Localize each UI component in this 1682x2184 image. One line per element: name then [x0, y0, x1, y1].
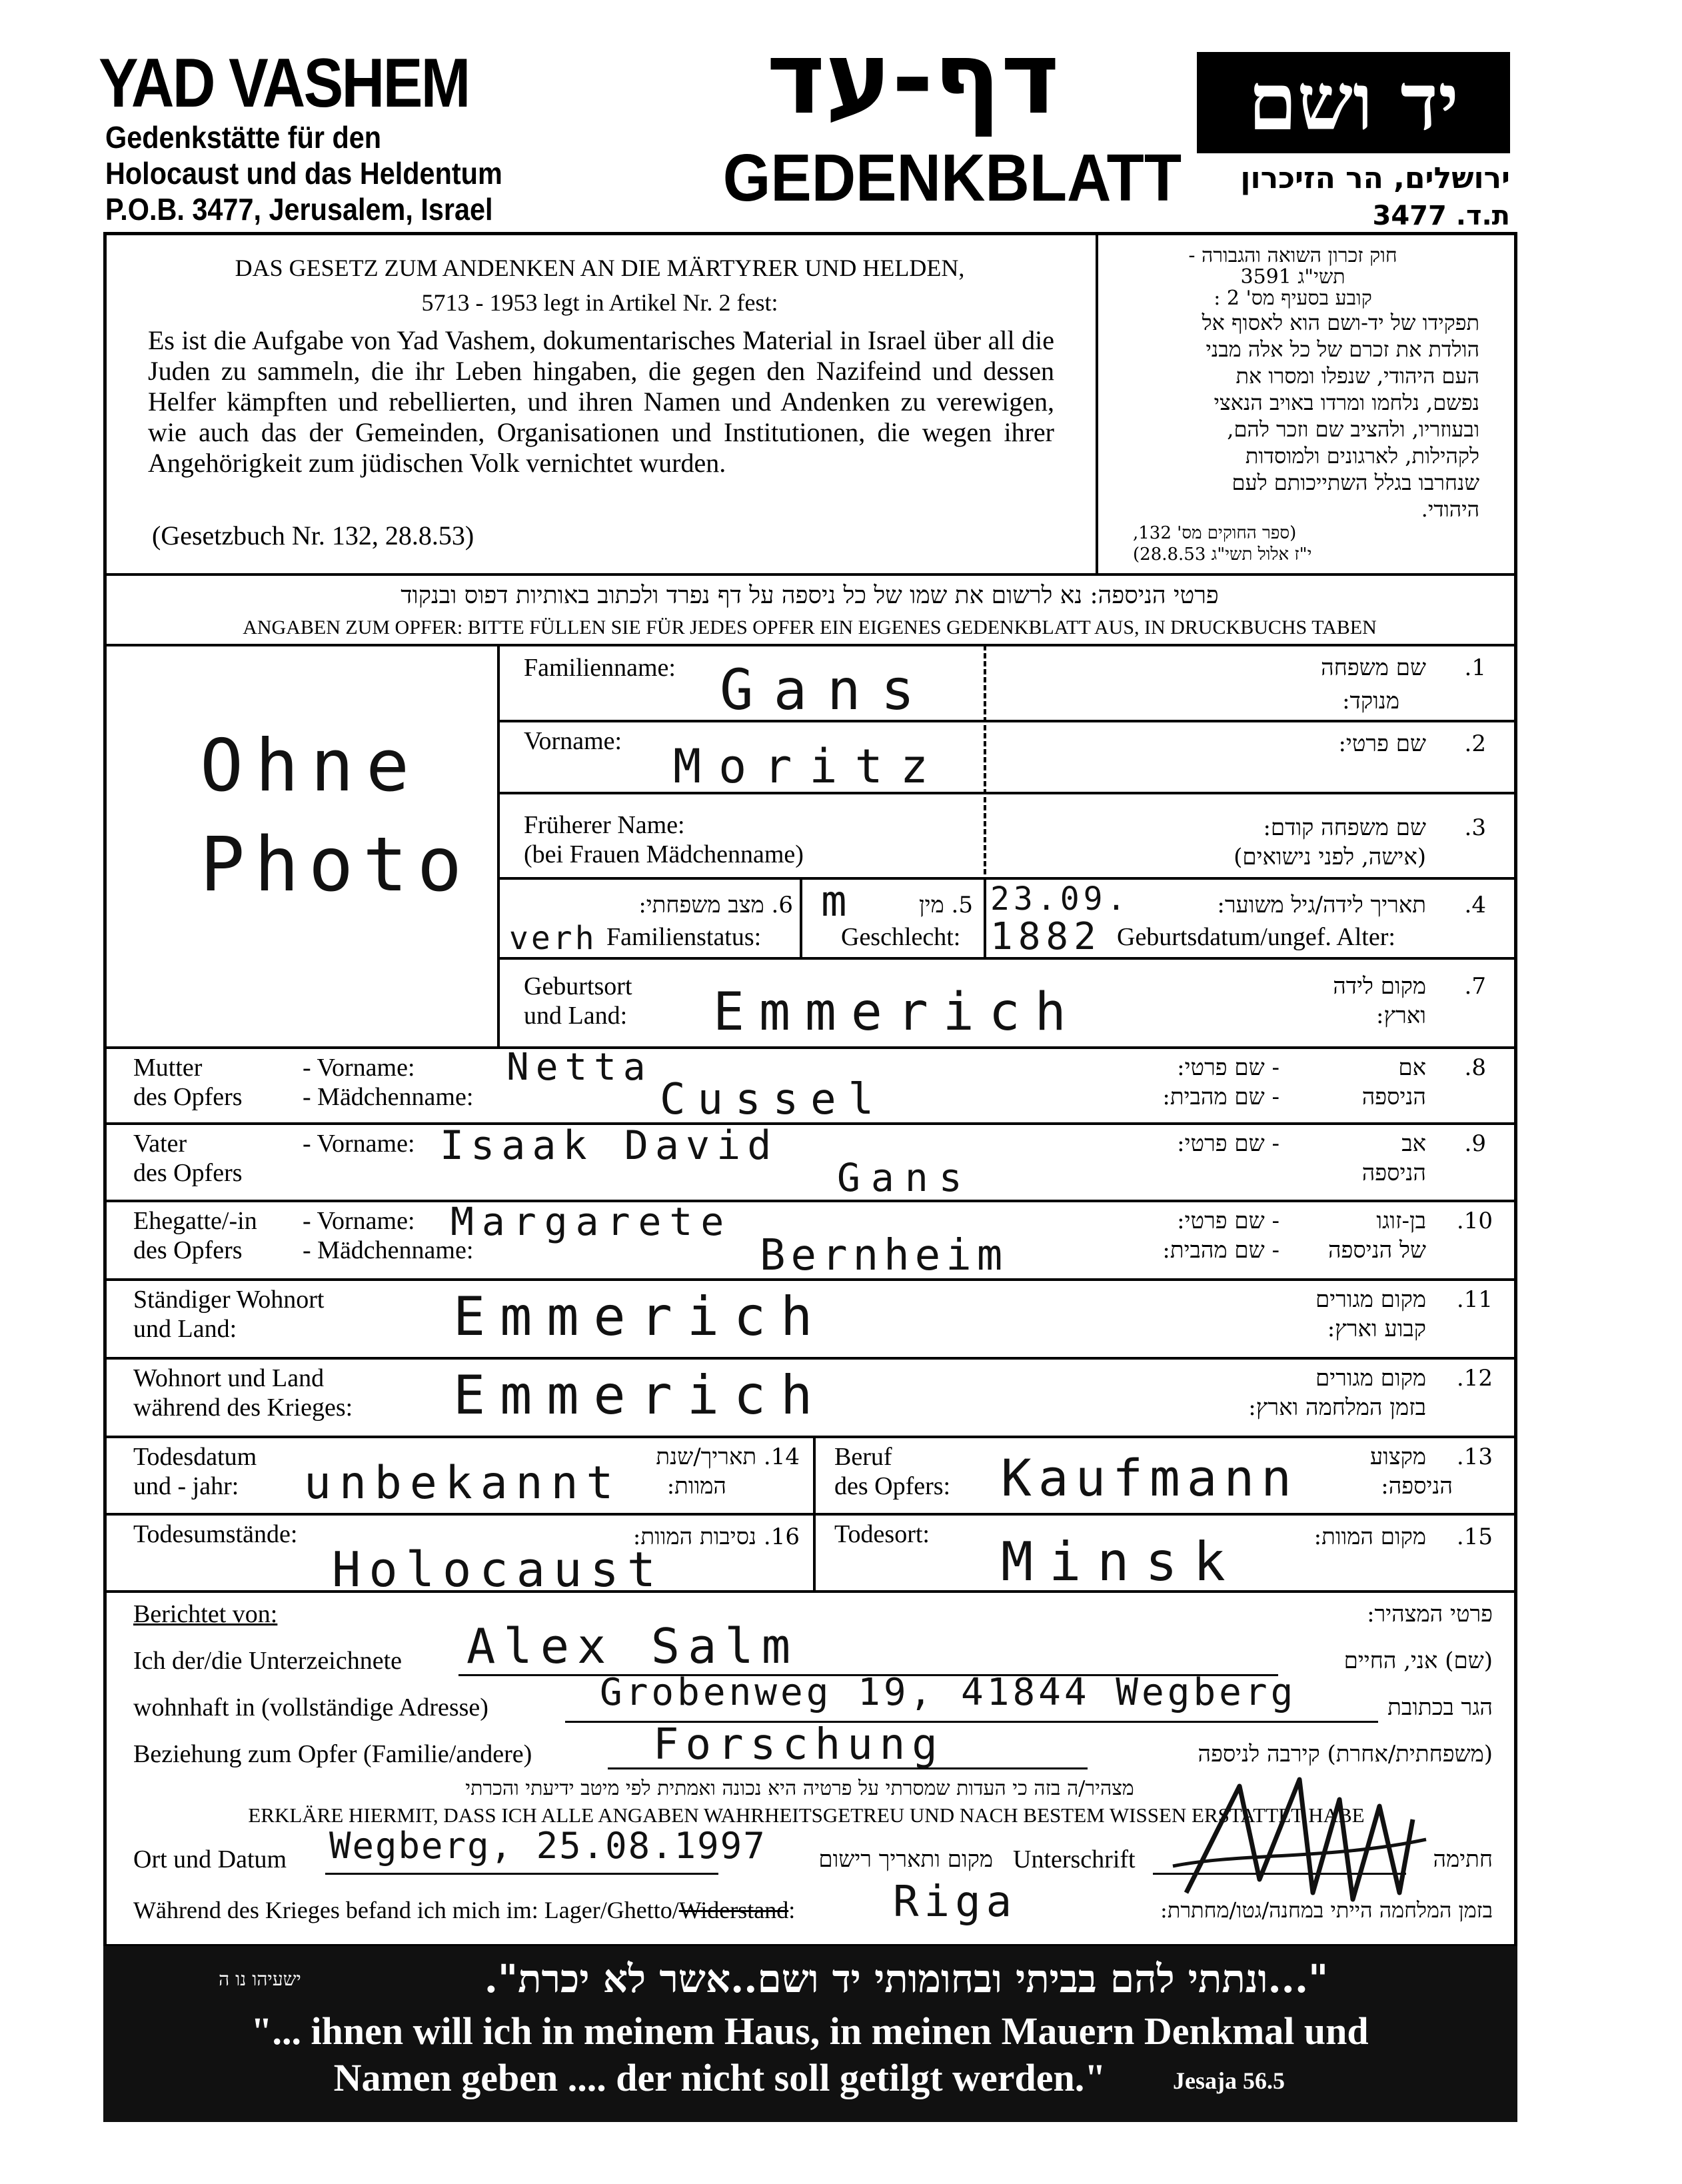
row-rule: [105, 1200, 1516, 1202]
field-5-label: Geschlecht:: [841, 923, 961, 951]
field-1-label: Familienname:: [524, 654, 676, 682]
reporter-relation-value: Forschung: [653, 1720, 944, 1769]
cell-divider: [800, 878, 802, 957]
title-german: GEDENKBLATT: [722, 141, 1182, 215]
place-date-label: Ort und Datum: [133, 1845, 287, 1873]
field-13-label-sub: des Opfers:: [834, 1472, 951, 1500]
reporter-address-hebrew: הגר בכתובת: [1387, 1694, 1493, 1721]
field-11-hebrew-sub: קבוע וארץ:: [1327, 1316, 1426, 1342]
footer-hebrew-source: ישעיהו נו ה: [219, 1968, 301, 1990]
law-hebrew-line: הולדת את זכרם של כל אלה מבני: [1206, 337, 1479, 362]
field-8-value-1: Netta: [506, 1046, 652, 1089]
field-15-label: Todesort:: [834, 1520, 930, 1548]
field-16-value: Holocaust: [332, 1542, 664, 1598]
field-10-value-2: Bernheim: [760, 1231, 1008, 1280]
field-10-hebrew-sub-1: - שם פרטי:: [1177, 1208, 1279, 1234]
field-15-number: 15.: [1456, 1524, 1493, 1550]
field-14-hebrew-label: 14. תאריך/שנת: [656, 1444, 800, 1470]
field-8-label-sub: des Opfers: [133, 1083, 243, 1111]
field-10-number: 10.: [1456, 1208, 1493, 1234]
org-line-2: Holocaust und das Heldentum: [105, 156, 502, 191]
field-6-value: verh: [509, 920, 597, 957]
field-8-label: Mutter: [133, 1054, 203, 1082]
field-2-number: 2.: [1464, 730, 1486, 757]
footer-hebrew-quote: "...ונתתי להם בביתי ובחומותי יד ושם..אשר לא יכרת".: [484, 1956, 1329, 2001]
field-9-sub-1: - Vorname:: [303, 1130, 415, 1158]
law-body: Es ist die Aufgabe von Yad Vashem, dokumentarisches Material in Israel über all die Juden zu sammeln, die ihr Leben hingaben, die gegen den Nazifeind und dessen Helfer kämpften und rebellierten, und ihren Namen und Andenken zu verewigen, wie auch das der Gemeinden, Organisationen und Institutionen, die wegen ihrer Angehörigkeit zum jüdischen Volk vernichtet wurden.: [148, 325, 1054, 478]
field-1-value: Gans: [720, 657, 935, 722]
reporter-name-value: Alex Salm: [466, 1618, 799, 1674]
field-13-hebrew-sub: הניספה:: [1381, 1473, 1453, 1500]
org-name: YAD VASHEM: [99, 45, 469, 122]
field-10-hebrew-label: בן-זוגו: [1376, 1208, 1426, 1234]
field-6-hebrew-label: 6. מצב משפחתי:: [638, 892, 793, 918]
field-14-label: Todesdatum: [133, 1443, 257, 1471]
field-1-number: 1.: [1464, 654, 1486, 681]
field-8-hebrew-sub-1: - שם פרטי:: [1177, 1054, 1279, 1081]
law-hebrew-line: ובעוזריו, ולהציב שם וזכר להם,: [1227, 417, 1479, 442]
field-9-hebrew-sub-1: - שם פרטי:: [1177, 1130, 1279, 1157]
war-location-label-text: Während des Krieges befand ich mich im: Lager/Ghetto/: [133, 1897, 679, 1923]
field-3-label: Früherer Name:: [524, 811, 685, 839]
field-9-label: Vater: [133, 1130, 187, 1158]
cell-divider: [984, 878, 986, 957]
reporter-title: Berichtet von:: [133, 1600, 278, 1628]
field-15-value: Minsk: [1001, 1531, 1242, 1593]
field-12-label-sub: während des Krieges:: [133, 1394, 353, 1422]
field-11-number: 11.: [1456, 1286, 1493, 1313]
field-4-number: 4.: [1464, 892, 1486, 918]
law-hebrew-line: חוק זכרון השואה והגבורה -: [1188, 244, 1397, 267]
field-8-hebrew-sub-2: - שם מהבית:: [1162, 1084, 1279, 1110]
field-5-hebrew-label: 5. מין: [919, 892, 973, 918]
row-rule: [498, 877, 1515, 880]
instructions-german: ANGABEN ZUM OPFER: BITTE FÜLLEN SIE FÜR JEDES OPFER EIN EIGENES GEDENKBLATT AUS, IN DRUCKBUCHS TABEN: [243, 616, 1377, 638]
field-15-hebrew-label: מקום המוות:: [1313, 1524, 1426, 1550]
law-hebrew-line: תפקידו של יד-ושם הוא לאסוף אל: [1202, 310, 1479, 335]
instructions-hebrew: פרטי הניספה: נא לרשום את שמו של כל ניספה על דף נפרד ולכתוב באותיות דפוס ובנקוד: [401, 582, 1219, 609]
field-2-value: Moritz: [673, 739, 946, 794]
reporter-name-label: Ich der/die Unterzeichnete: [133, 1647, 402, 1675]
war-location-label: [133, 1895, 795, 1925]
pob-hebrew: ת.ד. 3477: [1372, 201, 1510, 231]
field-13-number: 13.: [1456, 1444, 1493, 1470]
org-line-3: P.O.B. 3477, Jerusalem, Israel: [105, 192, 493, 227]
reporter-relation-label: Beziehung zum Opfer (Familie/andere): [133, 1740, 532, 1768]
field-3-hebrew-label: שם משפחה קודם:: [1263, 814, 1426, 841]
law-title-2: 5713 - 1953 legt in Artikel Nr. 2 fest:: [421, 289, 778, 316]
field-4-hebrew-label: תאריך לידה/גיל משוער:: [1217, 892, 1426, 918]
field-13-value: Kaufmann: [1001, 1448, 1299, 1508]
reporter-address-value: Grobenweg 19, 41844 Wegberg: [600, 1671, 1297, 1714]
field-8-sub-2: - Mädchenname:: [303, 1083, 474, 1111]
signature-label: Unterschrift: [1013, 1845, 1136, 1873]
law-hebrew-line: קובע בסעיף מס' 2 :: [1214, 287, 1372, 310]
field-1-hebrew-label: שם משפחה: [1321, 654, 1426, 681]
field-12-hebrew-sub: בזמן המלחמה וארץ:: [1248, 1394, 1426, 1421]
field-8-hebrew-label: אם: [1398, 1054, 1426, 1081]
law-hebrew-line: נפשם, נלחמו ומרדו באויב הנאצי: [1214, 390, 1479, 415]
field-14-hebrew-sub: המוות:: [666, 1473, 726, 1500]
field-6-label: Familienstatus:: [606, 923, 762, 951]
reporter-address-label: wohnhaft in (vollständige Adresse): [133, 1693, 488, 1721]
field-9-label-sub: des Opfers: [133, 1159, 243, 1187]
field-13-hebrew-label: מקצוע: [1369, 1444, 1426, 1470]
field-10-value-1: Margarete: [450, 1199, 732, 1244]
org-line-1: Gedenkstätte für den: [105, 120, 382, 155]
field-8-hebrew-label-sub: הניספה: [1361, 1084, 1426, 1110]
field-10-sub-1: - Vorname:: [303, 1207, 415, 1235]
footer-german-line-2: Namen geben .... der nicht soll getilgt werden.": [333, 2056, 1106, 2099]
field-2-label: Vorname:: [524, 727, 622, 755]
field-7-label: Geburtsort: [524, 972, 632, 1000]
field-11-label: Ständiger Wohnort: [133, 1286, 325, 1314]
law-hebrew-line: שנחרבו בגלל השתייכותם לעם: [1232, 470, 1479, 495]
law-hebrew-citation: י"ז אלול תשי"ג 28.8.53): [1133, 545, 1312, 564]
field-8-number: 8.: [1464, 1054, 1486, 1081]
cell-divider: [813, 1437, 816, 1590]
field-12-value: Emmerich: [453, 1364, 828, 1426]
field-9-hebrew-label-sub: הניספה: [1361, 1160, 1426, 1186]
field-2-hebrew-label: שם פרטי:: [1338, 730, 1426, 757]
reporter-relation-hebrew: (משפחתית/אחרת) קירבה לניספה: [1198, 1741, 1493, 1767]
field-5-value: m: [821, 877, 856, 926]
law-bottom-rule: [105, 573, 1516, 576]
field-8-value-2: Cussel: [660, 1075, 886, 1124]
field-14-value: unbekannt: [304, 1457, 622, 1510]
photo-placeholder-line-2: Photo: [200, 822, 472, 908]
row-rule: [498, 720, 1515, 722]
field-7-hebrew-sub: וארץ:: [1376, 1002, 1426, 1029]
logo-hebrew-text: יד ושם: [1248, 55, 1459, 148]
field-4-value-date: 23.09.: [990, 880, 1130, 918]
war-location-value: Riga: [893, 1877, 1018, 1927]
field-1-hebrew-sub: מנוקד:: [1342, 688, 1399, 714]
law-title-1: DAS GESETZ ZUM ANDENKEN AN DIE MÄRTYRER UND HELDEN,: [235, 255, 965, 281]
photo-placeholder-line-1: Ohne: [200, 724, 422, 808]
address-hebrew: ירושלים, הר הזיכרון: [1240, 161, 1510, 195]
instructions-rule: [105, 644, 1516, 646]
field-3-number: 3.: [1464, 814, 1486, 841]
place-date-hebrew: מקום ותאריך רישום: [818, 1846, 993, 1873]
title-hebrew: דף-עד: [766, 21, 1060, 137]
field-13-label: Beruf: [834, 1443, 892, 1471]
law-hebrew-line: תשי"ג 3591: [1240, 265, 1345, 289]
photo-divider: [497, 645, 500, 1048]
field-7-hebrew-label: מקום לידה: [1333, 973, 1426, 1000]
field-11-hebrew-label: מקום מגורים: [1315, 1286, 1426, 1313]
reporter-name-hebrew: (שם) אני, החיים: [1343, 1647, 1493, 1674]
signature-hebrew: חתימה: [1433, 1846, 1493, 1873]
law-hebrew-line: היהודי.: [1421, 497, 1479, 522]
field-12-label: Wohnort und Land: [133, 1364, 325, 1392]
war-location-hebrew: בזמן המלחמה הייתי במחנה/גטו/מחתרת:: [1160, 1897, 1493, 1923]
row-rule: [105, 1046, 1516, 1049]
field-10-label-sub: des Opfers: [133, 1236, 243, 1264]
field-12-number: 12.: [1456, 1365, 1493, 1392]
row-rule: [105, 1436, 1516, 1438]
field-10-label: Ehegatte/-in: [133, 1207, 257, 1235]
footer-german-line-1: "... ihnen will ich in meinem Haus, in meinen Mauern Denkmal und: [251, 2009, 1369, 2053]
field-14-label-sub: und - jahr:: [133, 1472, 239, 1500]
field-7-value: Emmerich: [713, 982, 1081, 1042]
declaration-german: ERKLÄRE HIERMIT, DASS ICH ALLE ANGABEN WAHRHEITSGETREU UND NACH BESTEM WISSEN ERSTATTET HABE: [248, 1803, 1365, 1827]
place-date-value: Wegberg, 25.08.1997: [329, 1825, 766, 1867]
field-11-value: Emmerich: [453, 1286, 828, 1348]
field-3-hebrew-sub: (אישה, לפני נישואים): [1234, 844, 1426, 870]
field-4-value-year: 1882: [990, 915, 1102, 958]
law-hebrew-line: לקהילות, לארגונים ולמוסדות: [1245, 443, 1479, 469]
row-rule: [498, 792, 1515, 794]
field-8-sub-1: - Vorname:: [303, 1054, 415, 1082]
reporter-hebrew-title: פרטי המצהיר:: [1367, 1601, 1493, 1628]
law-divider: [1096, 233, 1098, 574]
place-date-underline: [325, 1873, 718, 1875]
field-9-value-1: Isaak David: [440, 1122, 778, 1169]
field-3-label-sub: (bei Frauen Mädchenname): [524, 840, 804, 868]
field-12-hebrew-label: מקום מגורים: [1315, 1365, 1426, 1392]
field-10-sub-2: - Mädchenname:: [303, 1236, 474, 1264]
declaration-hebrew: מצהיר/ה בזה כי העדות שמסרתי על פרטיה היא נכונה ואמתית לפי מיטב ידיעתי והכרתי: [465, 1777, 1134, 1800]
field-10-hebrew-sub-2: - שם מהבית:: [1162, 1237, 1279, 1264]
field-10-hebrew-label-sub: של הניספה: [1327, 1237, 1426, 1264]
footer-german-source: Jesaja 56.5: [1173, 2067, 1285, 2094]
law-hebrew-line: העם היהודי, שנפלו ומסרו את: [1236, 363, 1479, 389]
field-9-hebrew-label: אב: [1401, 1130, 1426, 1157]
war-location-struck: Widerstand: [678, 1897, 789, 1923]
field-7-number: 7.: [1464, 973, 1486, 1000]
law-hebrew-citation: (ספר החוקים מס' 132,: [1133, 523, 1297, 543]
war-location-colon: :: [788, 1897, 796, 1923]
row-rule: [105, 1513, 1516, 1516]
law-citation: (Gesetzbuch Nr. 132, 28.8.53): [152, 521, 474, 550]
field-11-label-sub: und Land:: [133, 1315, 237, 1343]
row-rule: [105, 1590, 1516, 1593]
field-7-label-sub: und Land:: [524, 1002, 628, 1030]
field-16-label: Todesumstände:: [133, 1520, 298, 1548]
field-4-label: Geburtsdatum/ungef. Alter:: [1117, 923, 1395, 951]
row-rule: [105, 1357, 1516, 1360]
law-hebrew: [1106, 245, 1479, 565]
field-9-value-2: Gans: [837, 1155, 973, 1200]
field-9-number: 9.: [1464, 1130, 1486, 1157]
field-16-hebrew-label: 16. נסיבות המוות:: [632, 1524, 800, 1550]
